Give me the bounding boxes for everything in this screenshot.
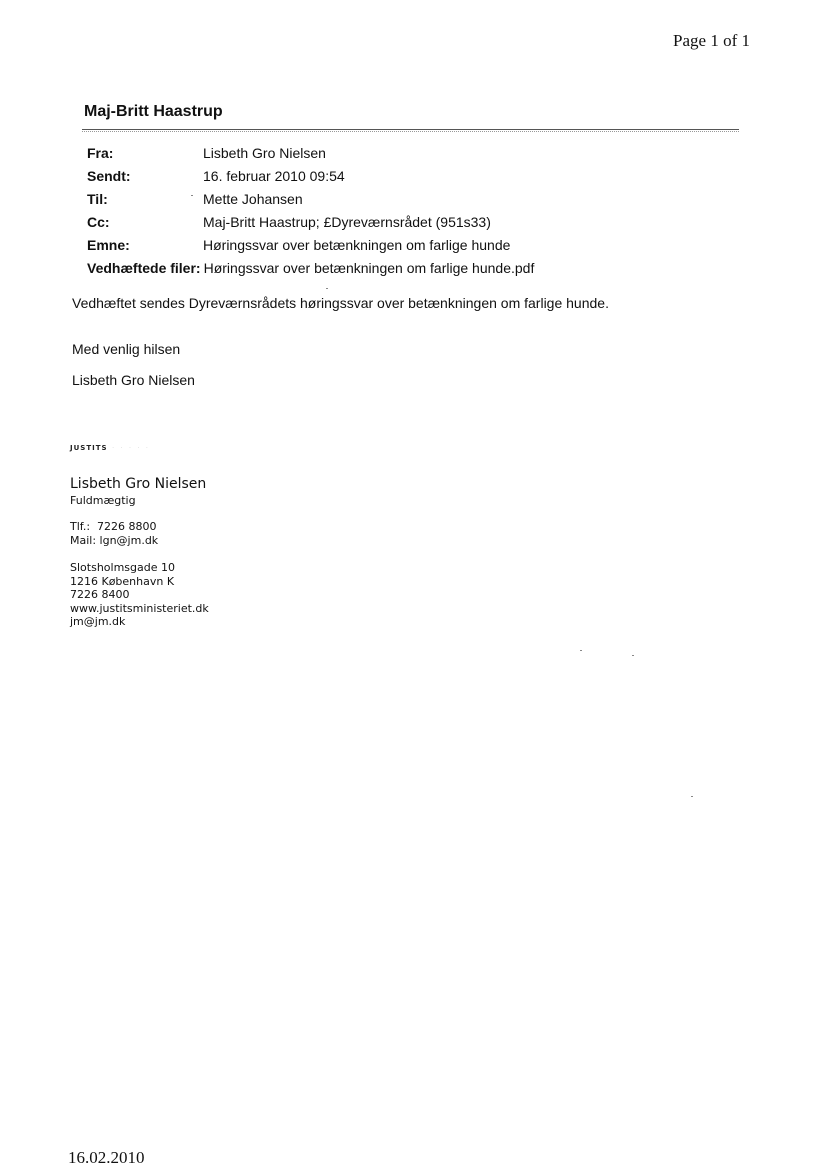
email-headers: [87, 141, 534, 279]
address-line: 1216 København K: [70, 574, 175, 588]
header-row-attachments: [87, 256, 534, 279]
header-row-cc: [87, 210, 534, 233]
email-body-intro: Vedhæftet sendes Dyreværnsrådets høringssvar over betænkningen om farlige hunde.: [72, 295, 609, 311]
header-row-from: [87, 141, 534, 164]
signature-contact: [70, 520, 158, 547]
scan-speck: [580, 650, 582, 651]
page-number: Page 1 of 1: [673, 31, 750, 50]
attachment-value: Høringssvar over betænkningen om farlige hunde.pdf: [203, 259, 535, 276]
header-divider: [82, 129, 739, 130]
ministry-logo-text: JUSTITS: [70, 444, 108, 452]
scan-speck: [691, 796, 693, 797]
cc-value: Maj-Britt Haastrup; £Dyreværnsrådet (951s33): [203, 213, 491, 230]
email-body-signoff: Lisbeth Gro Nielsen: [72, 372, 195, 388]
signature-phone: Tlf.: 7226 8800: [70, 520, 157, 533]
header-label: Sendt:: [87, 167, 131, 184]
address-line: Slotsholmsgade 10: [70, 561, 175, 574]
scan-speck: [632, 655, 634, 656]
header-label: Cc:: [87, 213, 110, 230]
scan-speck: [191, 195, 193, 196]
address-line: www.justitsministeriet.dk: [70, 601, 209, 615]
subject-value: Høringssvar over betænkningen om farlige hunde: [203, 236, 511, 253]
signature-address: [70, 561, 209, 629]
ministry-logo-faded: · · · · ·: [112, 444, 151, 452]
header-label: Fra:: [87, 144, 114, 161]
header-divider-shadow: [82, 131, 739, 132]
from-value: Lisbeth Gro Nielsen: [203, 144, 326, 161]
header-row-subject: [87, 233, 534, 256]
scan-speck: [326, 288, 328, 289]
signature-title: Fuldmægtig: [70, 494, 136, 507]
email-body-closing: Med venlig hilsen: [72, 341, 181, 357]
header-label: Emne:: [87, 236, 130, 253]
sent-value: 16. februar 2010 09:54: [203, 167, 345, 184]
signature-name: Lisbeth Gro Nielsen: [70, 476, 207, 492]
address-line: jm@jm.dk: [70, 615, 126, 628]
to-value: Mette Johansen: [203, 190, 303, 207]
header-row-to: [87, 187, 534, 210]
signature-mail: Mail: lgn@jm.dk: [70, 533, 159, 547]
header-row-sent: [87, 164, 534, 187]
header-label: Til:: [87, 190, 108, 207]
header-label: Vedhæftede filer:: [87, 259, 201, 276]
mailbox-owner-heading: Maj-Britt Haastrup: [84, 103, 223, 120]
address-line: 7226 8400: [70, 588, 130, 601]
footer-date: 16.02.2010: [68, 1148, 145, 1167]
